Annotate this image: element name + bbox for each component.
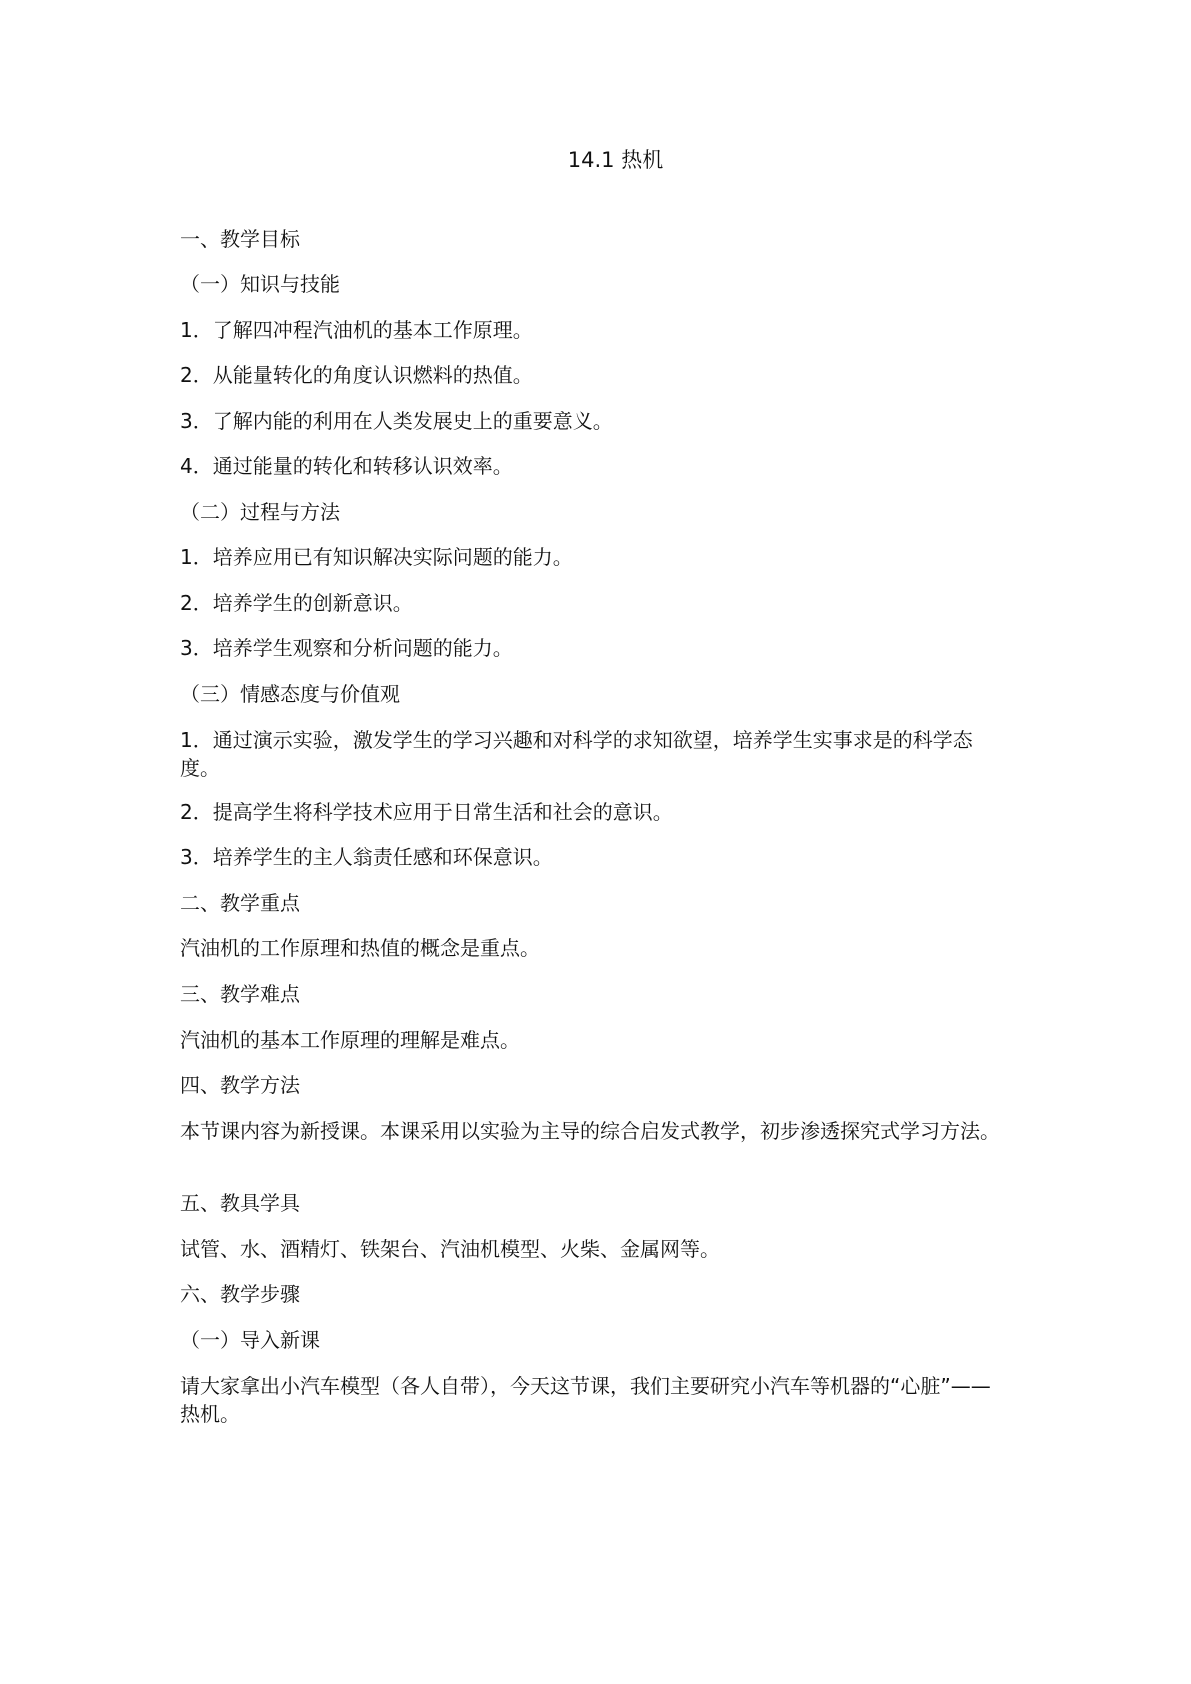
paragraph: 汽油机的工作原理和热值的概念是重点。 — [180, 936, 540, 960]
subheading-attitude-values: （三）情感态度与价值观 — [180, 682, 400, 706]
list-item: 4．通过能量的转化和转移认识效率。 — [180, 454, 513, 478]
list-item: 3．培养学生观察和分析问题的能力。 — [180, 636, 513, 660]
subheading-introduction: （一）导入新课 — [180, 1328, 320, 1352]
heading-teaching-goals: 一、教学目标 — [180, 227, 300, 251]
heading-difficulties: 三、教学难点 — [180, 982, 300, 1006]
list-item: 2．培养学生的创新意识。 — [180, 591, 413, 615]
heading-teaching-steps: 六、教学步骤 — [180, 1282, 300, 1306]
list-item: 2．从能量转化的角度认识燃料的热值。 — [180, 363, 533, 387]
paragraph: 试管、水、酒精灯、铁架台、汽油机模型、火柴、金属网等。 — [180, 1237, 720, 1261]
list-item: 2．提高学生将科学技术应用于日常生活和社会的意识。 — [180, 800, 673, 824]
paragraph: 请大家拿出小汽车模型（各人自带），今天这节课，我们主要研究小汽车等机器的“心脏”——热机。 — [180, 1374, 991, 1426]
subheading-process-methods: （二）过程与方法 — [180, 500, 340, 524]
list-item: 3．了解内能的利用在人类发展史上的重要意义。 — [180, 409, 613, 433]
heading-teaching-aids: 五、教具学具 — [180, 1191, 300, 1215]
list-item: 3．培养学生的主人翁责任感和环保意识。 — [180, 845, 553, 869]
document-title: 14.1 热机 — [567, 148, 664, 172]
heading-key-points: 二、教学重点 — [180, 891, 300, 915]
paragraph: 本节课内容为新授课。本课采用以实验为主导的综合启发式教学，初步渗透探究式学习方法。 — [180, 1119, 1000, 1143]
list-item: 1．了解四冲程汽油机的基本工作原理。 — [180, 318, 533, 342]
heading-teaching-methods: 四、教学方法 — [180, 1073, 300, 1097]
paragraph: 汽油机的基本工作原理的理解是难点。 — [180, 1028, 520, 1052]
subheading-knowledge-skills: （一）知识与技能 — [180, 272, 340, 296]
list-item: 1．通过演示实验，激发学生的学习兴趣和对科学的求知欲望，培养学生实事求是的科学态度。 — [180, 728, 973, 780]
list-item: 1．培养应用已有知识解决实际问题的能力。 — [180, 545, 573, 569]
